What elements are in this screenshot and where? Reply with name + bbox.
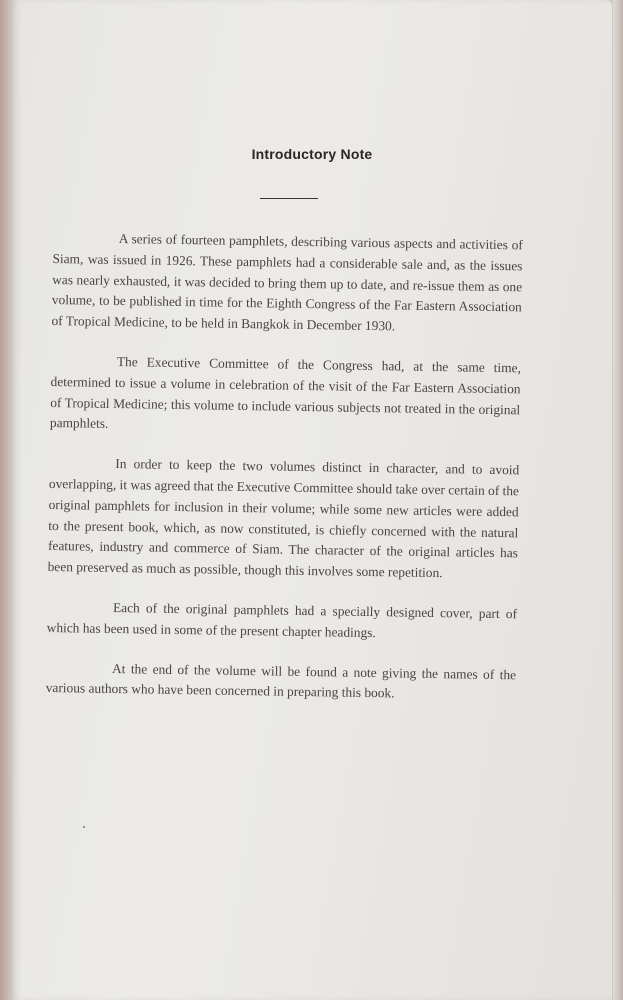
page-body bbox=[45, 228, 523, 725]
book-edge-right bbox=[613, 0, 623, 1000]
page-heading: Introductory Note bbox=[251, 146, 373, 162]
paragraph: A series of fourteen pamphlets, describing various aspects and activities of Siam, was issued in 1926. These pamphlets had a considerable sale and, as the issues was nearly exhausted, it was decided to bring them up to date, and re-issue them as one volume, to be published in time for the Eighth Congress of the Far Eastern Association of Tropical Medicine, to be held in Bangkok in December 1930. bbox=[51, 231, 523, 334]
paragraph: In order to keep the two volumes distinct in character, and to avoid overlapping, it was agreed that the Executive Committee should take over certain of the original pamphlets for inclusion in their volume; while some new articles were added to the present book, which, as now constituted, is chiefly concerned with the natural features, industry and commerce of Siam. The character of the original articles has been preserved as much as possible, though this involves some repetition. bbox=[47, 456, 520, 581]
paragraph: At the end of the volume will be found a note giving the names of the various authors who have been concerned in preparing this book. bbox=[45, 660, 517, 701]
heading-divider bbox=[260, 198, 318, 199]
book-page bbox=[12, 0, 612, 1000]
ink-speck bbox=[83, 826, 85, 828]
paragraph: The Executive Committee of the Congress had, at the same time, determined to issue a volume in celebration of the visit of the Far Eastern Association of Tropical Medicine; this volume to include various subjects not treated in the original pamphlets. bbox=[49, 354, 521, 432]
paragraph: Each of the original pamphlets had a specially designed cover, part of which has been used in some of the present chapter headings. bbox=[46, 599, 518, 640]
